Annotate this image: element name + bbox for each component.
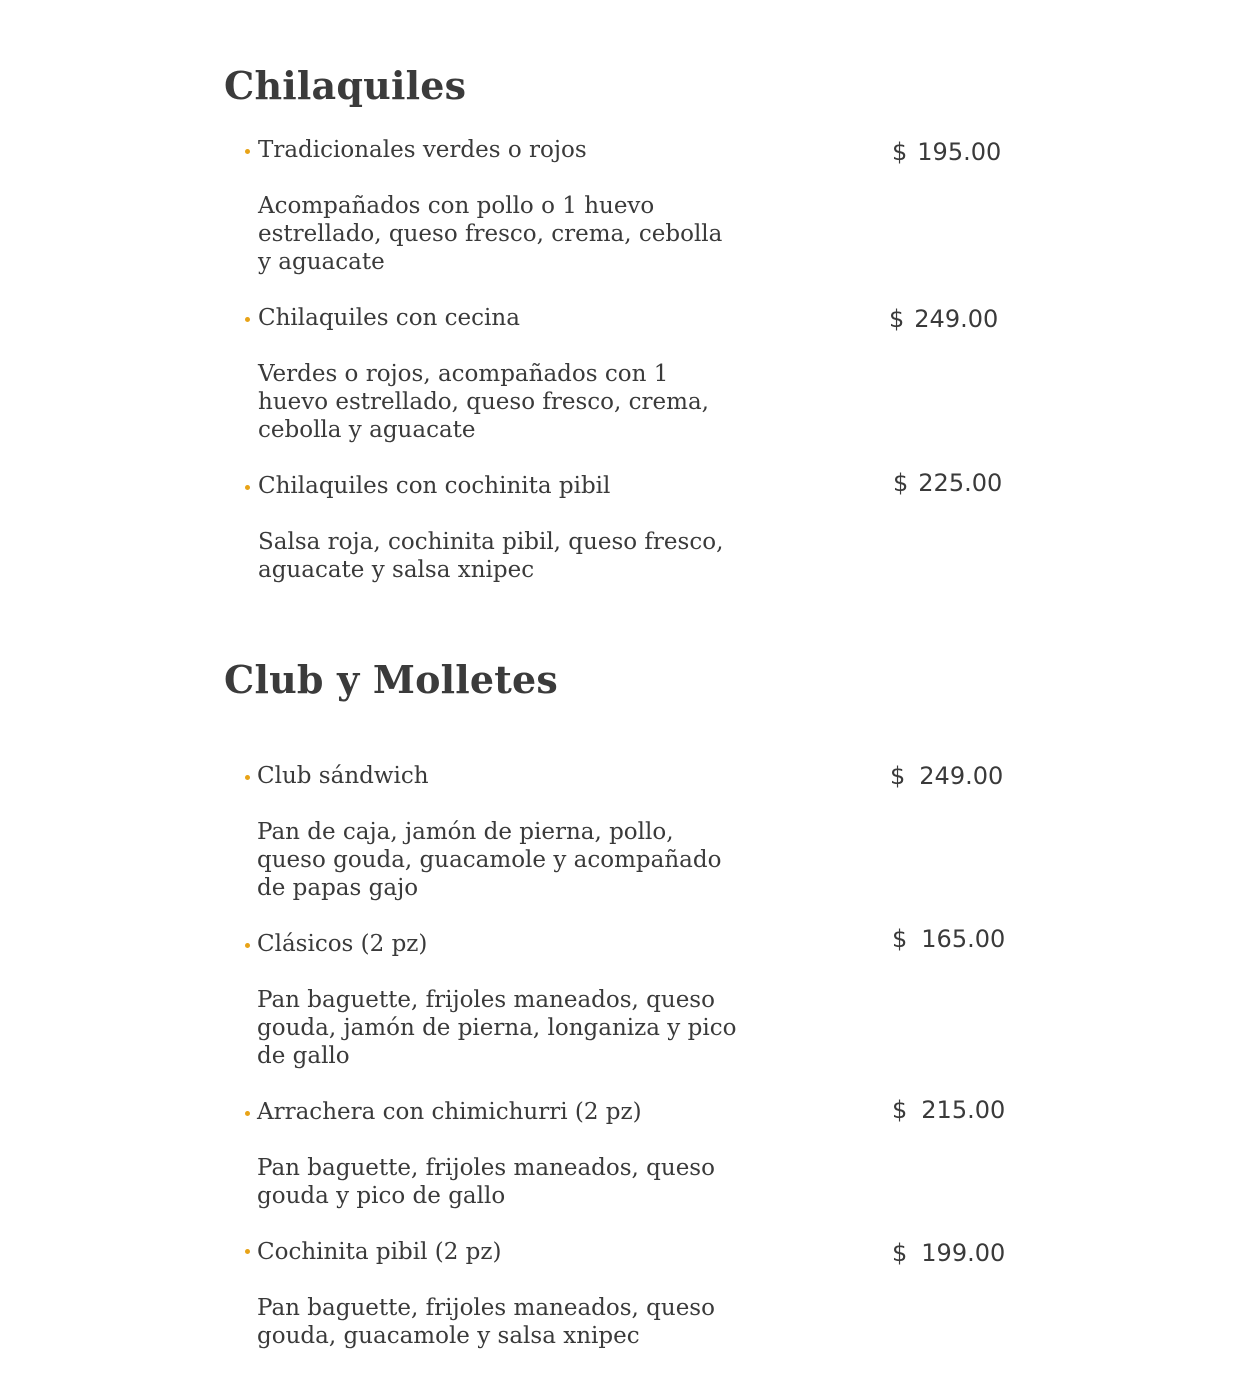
- currency-symbol: $: [889, 305, 905, 333]
- description-line: huevo estrellado, queso fresco, crema,: [258, 389, 709, 415]
- item-name-tradicionales: Tradicionales verdes o rojos: [258, 137, 587, 163]
- section-title-club-y-molletes: Club y Molletes: [224, 657, 558, 702]
- description-line: Pan baguette, frijoles maneados, queso: [257, 1295, 715, 1321]
- description-line: aguacate y salsa xnipec: [258, 557, 535, 583]
- description-line: Acompañados con pollo o 1 huevo: [258, 193, 655, 219]
- bullet-icon: [245, 485, 250, 490]
- item-description-tradicionales: [258, 192, 722, 276]
- currency-symbol: $: [890, 762, 906, 790]
- description-line: gouda, guacamole y salsa xnipec: [257, 1323, 640, 1349]
- item-price-tradicionales: [892, 138, 1001, 166]
- price-value: 249.00: [914, 305, 999, 333]
- price-value: 225.00: [918, 469, 1003, 497]
- item-description-cochinita-pibil: [257, 1294, 715, 1350]
- item-description-clasicos: [257, 986, 736, 1070]
- description-line: Verdes o rojos, acompañados con 1: [258, 361, 669, 387]
- description-line: Salsa roja, cochinita pibil, queso fresco,: [258, 529, 724, 555]
- currency-symbol: $: [892, 1096, 908, 1124]
- bullet-icon: [245, 149, 250, 154]
- description-line: cebolla y aguacate: [258, 417, 476, 443]
- item-description-cochinita: [258, 528, 723, 584]
- item-name-cochinita-pibil: Cochinita pibil (2 pz): [257, 1239, 502, 1265]
- currency-symbol: $: [892, 925, 908, 953]
- item-name-clasicos: Clásicos (2 pz): [257, 931, 428, 957]
- item-price-cochinita-pibil: [892, 1239, 1005, 1267]
- item-description-cecina: [258, 360, 709, 444]
- item-price-arrachera: [892, 1096, 1005, 1124]
- item-price-clasicos: [892, 925, 1005, 953]
- item-name-cecina: Chilaquiles con cecina: [258, 305, 520, 331]
- section-title-chilaquiles: Chilaquiles: [224, 63, 467, 108]
- bullet-icon: [245, 1111, 250, 1116]
- item-price-cochinita: [893, 469, 1002, 497]
- description-line: gouda, jamón de pierna, longaniza y pico: [257, 1015, 737, 1041]
- description-line: queso gouda, guacamole y acompañado: [257, 847, 722, 873]
- price-value: 165.00: [921, 925, 1006, 953]
- description-line: Pan baguette, frijoles maneados, queso: [257, 987, 715, 1013]
- description-line: y aguacate: [258, 249, 385, 275]
- bullet-icon: [245, 943, 250, 948]
- price-value: 215.00: [921, 1096, 1006, 1124]
- price-value: 199.00: [921, 1239, 1006, 1267]
- description-line: gouda y pico de gallo: [257, 1183, 506, 1209]
- item-name-arrachera: Arrachera con chimichurri (2 pz): [257, 1099, 642, 1125]
- price-value: 249.00: [919, 762, 1004, 790]
- description-line: estrellado, queso fresco, crema, cebolla: [258, 221, 723, 247]
- bullet-icon: [245, 317, 250, 322]
- item-description-arrachera: [257, 1154, 715, 1210]
- item-name-club-sandwich: Club sándwich: [257, 763, 429, 789]
- price-value: 195.00: [917, 138, 1002, 166]
- description-line: de papas gajo: [257, 875, 419, 901]
- description-line: Pan de caja, jamón de pierna, pollo,: [257, 819, 674, 845]
- item-price-cecina: [889, 305, 998, 333]
- currency-symbol: $: [892, 138, 908, 166]
- item-description-club-sandwich: [257, 818, 721, 902]
- item-price-club-sandwich: [890, 762, 1003, 790]
- item-name-cochinita: Chilaquiles con cochinita pibil: [258, 473, 611, 499]
- bullet-icon: [245, 1249, 250, 1254]
- currency-symbol: $: [892, 1239, 908, 1267]
- bullet-icon: [245, 775, 250, 780]
- description-line: Pan baguette, frijoles maneados, queso: [257, 1155, 715, 1181]
- description-line: de gallo: [257, 1043, 350, 1069]
- currency-symbol: $: [893, 469, 909, 497]
